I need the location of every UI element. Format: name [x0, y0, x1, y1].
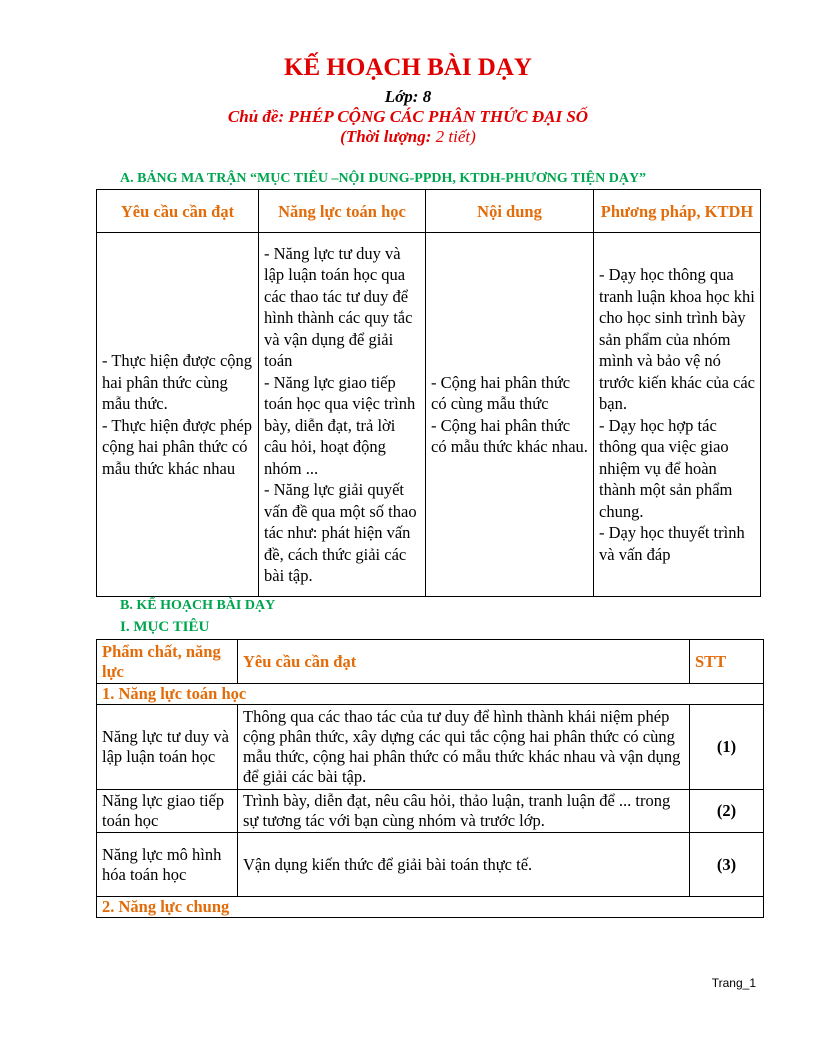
- competencies-cell: [259, 233, 426, 597]
- competency-name: Năng lực tư duy và lập luận toán học: [97, 705, 238, 790]
- group-row: [97, 684, 764, 705]
- document-title: KẾ HOẠCH BÀI DẠY: [284, 54, 532, 81]
- grade-label: Lớp: 8: [384, 87, 432, 106]
- objectives-header-cell: STT: [690, 640, 764, 684]
- competency-stt: (3): [690, 833, 764, 897]
- objectives-header-cell: Phẩm chất, năng lực: [97, 640, 238, 684]
- content-text: - Cộng hai phân thức có cùng mẫu thức - Cộng hai phân thức có mẫu thức khác nhau.: [431, 372, 588, 456]
- matrix-body-row: [97, 233, 761, 597]
- competency-name: Năng lực giao tiếp toán học: [97, 790, 238, 833]
- content-cell: [426, 233, 594, 597]
- competency-desc: Vận dụng kiến thức để giải bài toán thực tế.: [238, 833, 690, 897]
- matrix-header-row: [97, 190, 761, 233]
- matrix-header-cell: Yêu cầu cần đạt: [97, 190, 259, 233]
- methods-cell: [594, 233, 761, 597]
- group-label: 1. Năng lực toán học: [97, 684, 764, 705]
- requirements-text: - Thực hiện được cộng hai phân thức cùng mẫu thức. - Thực hiện được phép cộng hai phân thức có mẫu thức khác nhau: [102, 351, 253, 478]
- duration-label: [0, 127, 816, 147]
- objectives-header-cell: Yêu cầu cần đạt: [238, 640, 690, 684]
- section-b-heading: B. KẾ HOẠCH BÀI DẠY: [120, 598, 276, 613]
- objectives-header-row: [97, 640, 764, 684]
- page-number: Trang_1: [711, 976, 756, 990]
- competency-desc: Trình bày, diễn đạt, nêu câu hỏi, thảo luận, tranh luận để ... trong sự tương tác với bạn cùng nhóm và trước lớp.: [238, 790, 690, 833]
- matrix-header-cell: Năng lực toán học: [259, 190, 426, 233]
- objectives-heading: I. MỤC TIÊU: [120, 619, 210, 635]
- group-row: [97, 897, 764, 918]
- table-row: [97, 790, 764, 833]
- competency-name: Năng lực mô hình hóa toán học: [97, 833, 238, 897]
- topic-label: Chủ đề: PHÉP CỘNG CÁC PHÂN THỨC ĐẠI SỐ: [227, 107, 589, 126]
- table-row: [97, 705, 764, 790]
- competency-desc: Thông qua các thao tác của tư duy để hình thành khái niệm phép cộng phân thức, xây dựng các qui tắc cộng hai phân thức có cùng mẫu thức, cộng hai phân thức có mẫu thức khác nhau và vận dụng để giải các bài tập.: [238, 705, 690, 790]
- methods-text: - Dạy học thông qua tranh luận khoa học khi cho học sinh trình bày sản phẩm của nhóm mình và bảo vệ nó trước kiến khác của các bạn. - Dạy học hợp tác thông qua việc giao nhiệm vụ để hoàn thành một sản phẩm chung. - Dạy học thuyết trình và vấn đáp: [599, 265, 755, 564]
- matrix-header-cell: Nội dung: [426, 190, 594, 233]
- competency-stt: (1): [690, 705, 764, 790]
- objectives-table: [96, 639, 764, 918]
- duration-prefix: (Thời lượng:: [340, 127, 432, 146]
- requirements-cell: [97, 233, 259, 597]
- duration-value: 2 tiết): [431, 127, 476, 146]
- table-row: [97, 833, 764, 897]
- competencies-text: - Năng lực tư duy và lập luận toán học qua các thao tác tư duy để hình thành các quy tắc và vận dụng để giải toán - Năng lực giao tiếp toán học qua việc trình bày, diễn đạt, trả lời câu hỏi, hoạt động nhóm ... - Năng lực giải quyết vấn đề qua một số thao tác như: phát hiện vấn đề, cách thức giải các bài tập.: [264, 243, 417, 585]
- competency-stt: (2): [690, 790, 764, 833]
- matrix-table: [96, 189, 761, 597]
- matrix-header-cell: Phương pháp, KTDH: [594, 190, 761, 233]
- group-label: 2. Năng lực chung: [97, 897, 764, 918]
- section-a-heading: A. BẢNG MA TRẬN “MỤC TIÊU –NỘI DUNG-PPDH, KTDH-PHƯƠNG TIỆN DẠY”: [120, 171, 647, 186]
